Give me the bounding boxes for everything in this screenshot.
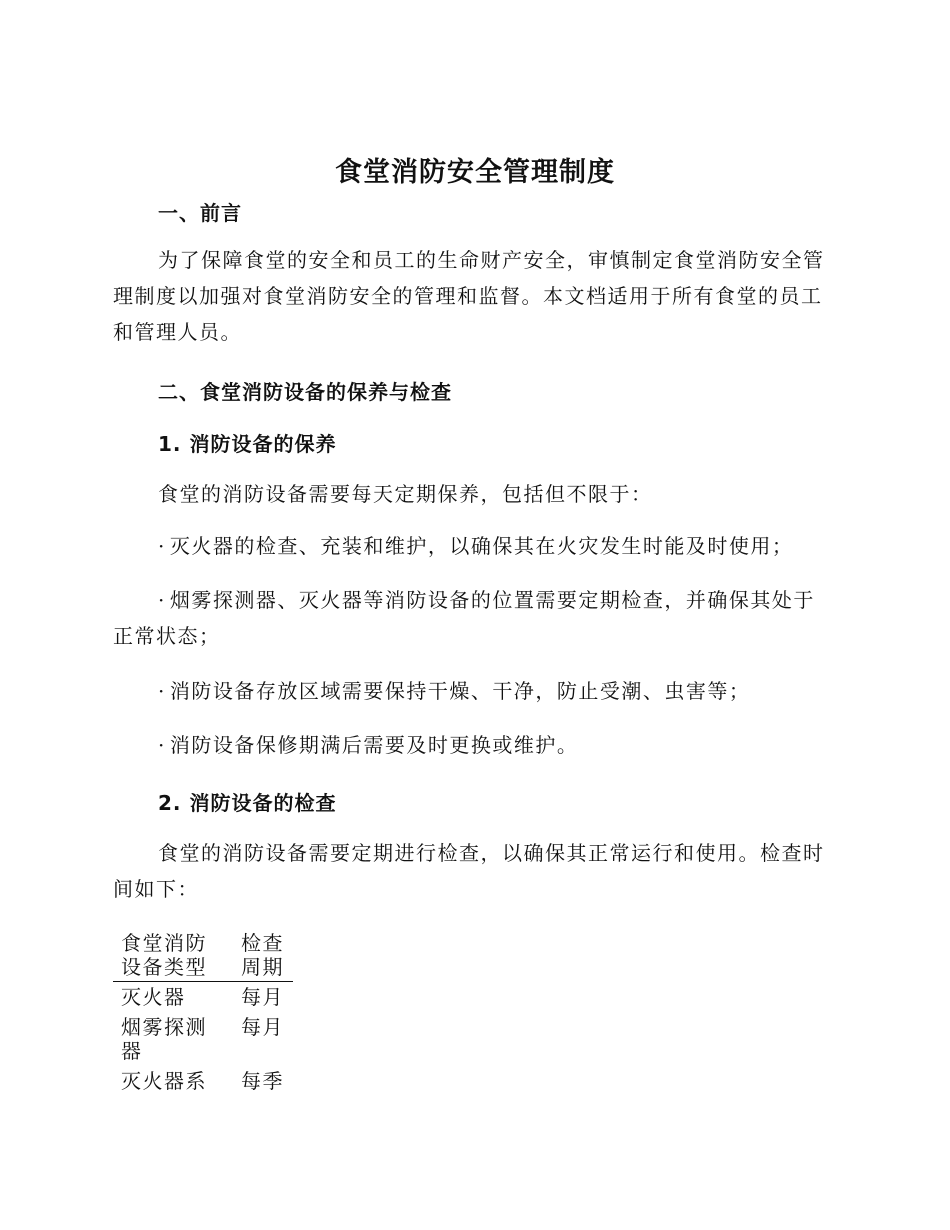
table-header-cell: 食堂消防设备类型: [113, 928, 233, 982]
table-cell: 每月: [241, 1015, 284, 1039]
preface-heading: 一、前言: [158, 201, 242, 225]
bullet-text: 灭火器的检查、充装和维护，以确保其在火灾发生时能及时使用；: [169, 534, 794, 558]
table-cell: 灭火器系: [121, 1069, 207, 1093]
section2-heading: 二、食堂消防设备的保养与检查: [158, 380, 452, 404]
table-cell: 灭火器: [121, 985, 186, 1009]
bullet-text: 消防设备保修期满后需要及时更换或维护。: [169, 733, 579, 757]
table-row: [113, 1066, 293, 1096]
bullet-item: [113, 582, 833, 654]
bullet-text: 烟雾探测器、灭火器等消防设备的位置需要定期检查，并确保其处于正常状态；: [113, 588, 815, 648]
preface-paragraph: 为了保障食堂的安全和员工的生命财产安全，审慎制定食堂消防安全管理制度以加强对食堂消防安全的管理和监督。本文档适用于所有食堂的员工和管理人员。: [113, 248, 825, 344]
bullet-marker: ·: [158, 733, 166, 757]
table-cell: 每季: [241, 1069, 284, 1093]
table-row: [113, 1012, 293, 1066]
subsection2-heading: 2. 消防设备的检查: [158, 791, 337, 815]
table-header-cell: 检查周期: [233, 928, 293, 982]
document-title: 食堂消防安全管理制度: [335, 157, 615, 188]
bullet-item: [113, 727, 833, 763]
subsection2-intro: 食堂的消防设备需要定期进行检查，以确保其正常运行和使用。检查时间如下：: [113, 841, 825, 901]
table-cell: 每月: [241, 985, 284, 1009]
table-header-row: [113, 928, 293, 982]
subsection1-intro: 食堂的消防设备需要每天定期保养，包括但不限于：: [158, 482, 653, 506]
bullet-text: 消防设备存放区域需要保持干燥、干净，防止受潮、虫害等；: [169, 679, 751, 703]
table-cell: 烟雾探测器: [121, 1015, 207, 1063]
bullet-item: [113, 673, 833, 709]
bullet-marker: ·: [158, 679, 166, 703]
bullet-marker: ·: [158, 588, 166, 612]
subsection1-heading: 1. 消防设备的保养: [158, 432, 337, 456]
bullet-item: [113, 528, 833, 564]
table-row: [113, 982, 293, 1013]
inspection-table: [113, 928, 293, 1096]
bullet-marker: ·: [158, 534, 166, 558]
